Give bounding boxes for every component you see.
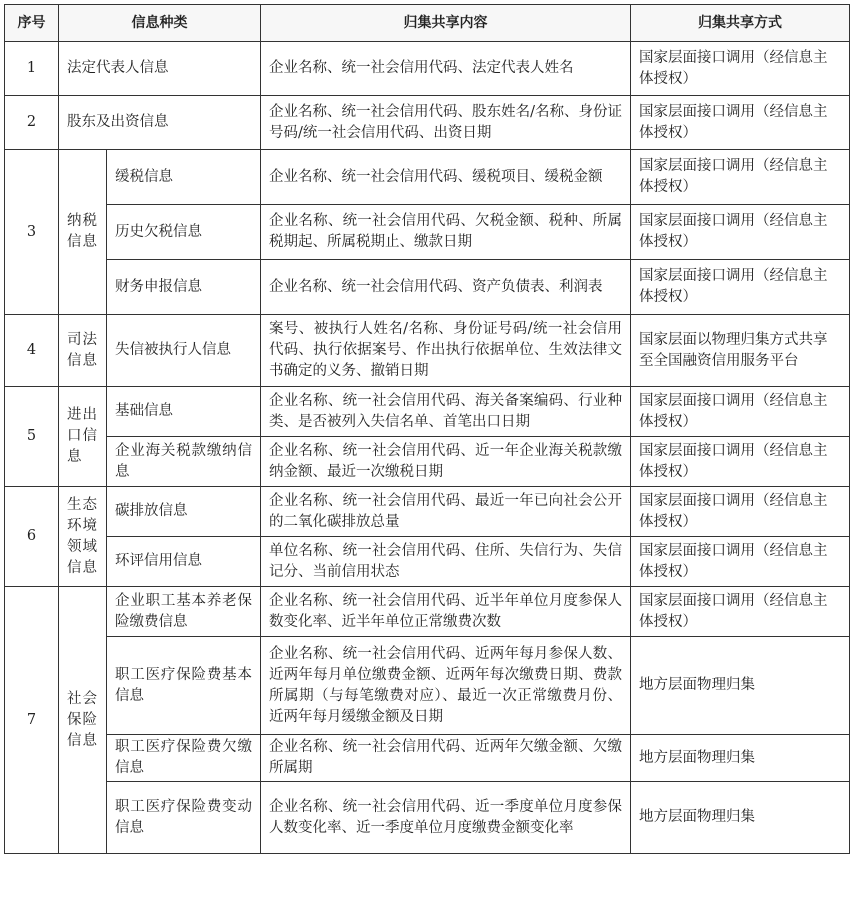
content-cell: 单位名称、统一社会信用代码、住所、失信行为、失信记分、当前信用状态 bbox=[261, 537, 631, 587]
table-row bbox=[5, 42, 850, 96]
category-cell: 股东及出资信息 bbox=[59, 96, 261, 150]
method-cell: 地方层面物理归集 bbox=[631, 637, 850, 735]
subcategory-cell: 失信被执行人信息 bbox=[107, 315, 261, 387]
subcategory-cell: 缓税信息 bbox=[107, 150, 261, 205]
subcategory-cell: 基础信息 bbox=[107, 387, 261, 437]
header-method: 归集共享方式 bbox=[631, 5, 850, 42]
category-cell bbox=[59, 387, 107, 487]
method-cell: 国家层面接口调用（经信息主体授权） bbox=[631, 487, 850, 537]
table-row bbox=[5, 637, 850, 735]
table-row bbox=[5, 387, 850, 437]
subcategory-cell: 碳排放信息 bbox=[107, 487, 261, 537]
subcategory-cell: 职工医疗保险费变动信息 bbox=[107, 782, 261, 854]
category-cell: 法定代表人信息 bbox=[59, 42, 261, 96]
method-cell: 国家层面接口调用（经信息主体授权） bbox=[631, 205, 850, 260]
subcategory-cell: 企业职工基本养老保险缴费信息 bbox=[107, 587, 261, 637]
category-cell bbox=[59, 315, 107, 387]
category-label: 进出口信息 bbox=[67, 407, 98, 465]
content-cell: 企业名称、统一社会信用代码、欠税金额、税种、所属税期起、所属税期止、缴款日期 bbox=[261, 205, 631, 260]
category-label: 司法信息 bbox=[67, 331, 98, 369]
method-cell: 国家层面接口调用（经信息主体授权） bbox=[631, 96, 850, 150]
content-cell: 企业名称、统一社会信用代码、资产负债表、利润表 bbox=[261, 260, 631, 315]
subcategory-cell: 财务申报信息 bbox=[107, 260, 261, 315]
content-cell: 企业名称、统一社会信用代码、近半年单位月度参保人数变化率、近半年单位正常缴费次数 bbox=[261, 587, 631, 637]
method-cell: 国家层面接口调用（经信息主体授权） bbox=[631, 437, 850, 487]
table-row bbox=[5, 96, 850, 150]
subcategory-cell: 企业海关税款缴纳信息 bbox=[107, 437, 261, 487]
table-row bbox=[5, 315, 850, 387]
subcategory-cell: 历史欠税信息 bbox=[107, 205, 261, 260]
method-cell: 国家层面接口调用（经信息主体授权） bbox=[631, 150, 850, 205]
table-row bbox=[5, 587, 850, 637]
content-cell: 企业名称、统一社会信用代码、缓税项目、缓税金额 bbox=[261, 150, 631, 205]
category-cell bbox=[59, 487, 107, 587]
category-cell bbox=[59, 587, 107, 854]
content-cell: 企业名称、统一社会信用代码、股东姓名/名称、身份证号码/统一社会信用代码、出资日期 bbox=[261, 96, 631, 150]
category-label: 社会保险信息 bbox=[67, 690, 98, 749]
table-row bbox=[5, 205, 850, 260]
method-cell: 国家层面接口调用（经信息主体授权） bbox=[631, 260, 850, 315]
table-row bbox=[5, 537, 850, 587]
info-table bbox=[4, 4, 850, 854]
table-row bbox=[5, 150, 850, 205]
subcategory-cell: 职工医疗保险费基本信息 bbox=[107, 637, 261, 735]
method-cell: 国家层面以物理归集方式共享至全国融资信用服务平台 bbox=[631, 315, 850, 387]
table-row bbox=[5, 437, 850, 487]
row-number: 3 bbox=[5, 150, 59, 315]
table-row bbox=[5, 487, 850, 537]
content-cell: 企业名称、统一社会信用代码、最近一年已向社会公开的二氧化碳排放总量 bbox=[261, 487, 631, 537]
category-label: 纳税信息 bbox=[67, 213, 98, 250]
row-number: 4 bbox=[5, 315, 59, 387]
table-row bbox=[5, 782, 850, 854]
content-cell: 企业名称、统一社会信用代码、海关备案编码、行业种类、是否被列入失信名单、首笔出口日期 bbox=[261, 387, 631, 437]
row-number: 2 bbox=[5, 96, 59, 150]
row-number: 5 bbox=[5, 387, 59, 487]
method-cell: 国家层面接口调用（经信息主体授权） bbox=[631, 537, 850, 587]
category-label: 生态环境领域信息 bbox=[67, 496, 98, 576]
table-row bbox=[5, 735, 850, 782]
subcategory-cell: 职工医疗保险费欠缴信息 bbox=[107, 735, 261, 782]
row-number: 1 bbox=[5, 42, 59, 96]
header-no: 序号 bbox=[5, 5, 59, 42]
method-cell: 地方层面物理归集 bbox=[631, 735, 850, 782]
row-number: 7 bbox=[5, 587, 59, 854]
content-cell: 案号、被执行人姓名/名称、身份证号码/统一社会信用代码、执行依据案号、作出执行依据单位、生效法律文书确定的义务、撤销日期 bbox=[261, 315, 631, 387]
header-content: 归集共享内容 bbox=[261, 5, 631, 42]
content-cell: 企业名称、统一社会信用代码、近一年企业海关税款缴纳金额、最近一次缴税日期 bbox=[261, 437, 631, 487]
row-number: 6 bbox=[5, 487, 59, 587]
content-cell: 企业名称、统一社会信用代码、近两年欠缴金额、欠缴所属期 bbox=[261, 735, 631, 782]
table-row bbox=[5, 260, 850, 315]
method-cell: 国家层面接口调用（经信息主体授权） bbox=[631, 42, 850, 96]
content-cell: 企业名称、统一社会信用代码、近一季度单位月度参保人数变化率、近一季度单位月度缴费金额变化率 bbox=[261, 782, 631, 854]
method-cell: 地方层面物理归集 bbox=[631, 782, 850, 854]
method-cell: 国家层面接口调用（经信息主体授权） bbox=[631, 587, 850, 637]
content-cell: 企业名称、统一社会信用代码、近两年每月参保人数、近两年每月单位缴费金额、近两年每次缴费日期、费款所属期（与每笔缴费对应）、最近一次正常缴费月份、近两年每月缓缴金额及日期 bbox=[261, 637, 631, 735]
content-cell: 企业名称、统一社会信用代码、法定代表人姓名 bbox=[261, 42, 631, 96]
header-category: 信息种类 bbox=[59, 5, 261, 42]
header-row bbox=[5, 5, 850, 42]
method-cell: 国家层面接口调用（经信息主体授权） bbox=[631, 387, 850, 437]
category-cell bbox=[59, 150, 107, 315]
subcategory-cell: 环评信用信息 bbox=[107, 537, 261, 587]
